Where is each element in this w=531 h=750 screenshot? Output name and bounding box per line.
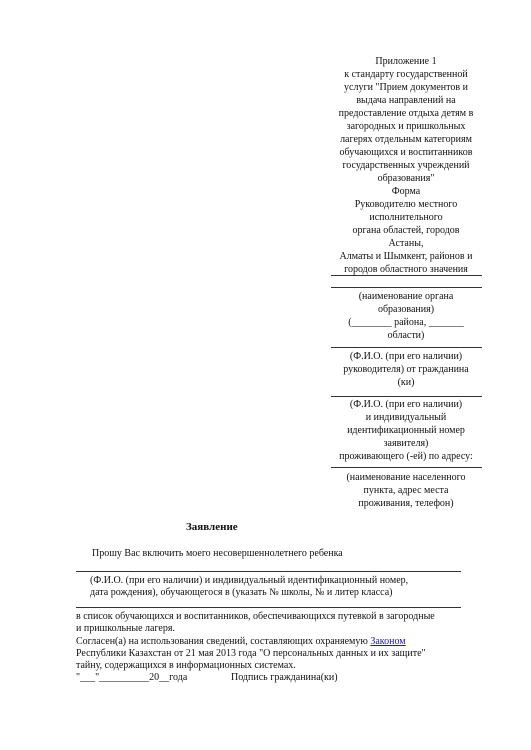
caption-line: (наименование населенного (346, 472, 466, 483)
form-label: Форма (391, 186, 421, 197)
appendix-line: выдача направлений на (356, 95, 456, 106)
addressee-line: Руководителю местного (354, 199, 458, 210)
organ-caption (326, 290, 486, 342)
appendix-line: Приложение 1 (375, 56, 437, 67)
list-line: в список обучающихся и воспитанников, обеспечивающихся путевкой в загородные (76, 611, 435, 622)
document-title: Заявление (186, 521, 238, 533)
fill-line (331, 467, 482, 468)
request-line: Прошу Вас включить моего несовершеннолетнего ребенка (92, 548, 343, 559)
appendix-line: услуги "Прием документов и (344, 82, 468, 93)
caption-line: заявителя) (383, 438, 429, 449)
law-link[interactable]: Законом (370, 636, 406, 647)
fill-line (331, 287, 482, 288)
child-caption: дата рождения), обучающегося в (указать № школы, № и литер класса) (90, 587, 393, 598)
caption-line: образования) (377, 304, 435, 315)
caption-line: (Ф.И.О. (при его наличии) (349, 351, 463, 362)
caption-line: пункта, адрес места (363, 485, 449, 496)
signature-label: Подпись гражданина(ки) (231, 672, 338, 683)
consent-line: тайну, содержащихся в информационных системах. (76, 660, 296, 671)
addressee-line: Астаны, (388, 238, 424, 249)
head-caption (326, 350, 486, 389)
appendix-line: лагерях отдельным категориям (340, 134, 472, 145)
addressee-line: исполнительного (369, 212, 443, 223)
appendix-header (326, 55, 486, 276)
addressee-line: городов областного значения (344, 264, 468, 275)
fill-line (331, 396, 482, 397)
caption-line: (ки) (397, 377, 415, 388)
applicant-caption (326, 398, 486, 463)
fill-line (76, 571, 461, 572)
appendix-line: обучающихся и воспитанников (339, 147, 473, 158)
appendix-line: загородных и пришкольных (346, 121, 466, 132)
appendix-line: образования" (377, 173, 435, 184)
addressee-line: органа областей, городов (352, 225, 460, 236)
fill-line (331, 275, 482, 276)
caption-line: (Ф.И.О. (при его наличии) (349, 399, 463, 410)
caption-line: области) (387, 330, 425, 341)
caption-line: и индивидуальный (365, 412, 447, 423)
fill-line (76, 607, 461, 608)
appendix-line: государственных учреждений (342, 160, 470, 171)
appendix-line: предоставление отдыха детям в (338, 108, 474, 119)
caption-line: (наименование органа (358, 291, 454, 302)
addressee-line: Алматы и Шымкент, районов и (339, 251, 473, 262)
address-caption (326, 471, 486, 510)
fill-line (331, 347, 482, 348)
date-line: "___"__________20__года (76, 672, 188, 683)
child-caption: (Ф.И.О. (при его наличии) и индивидуальный идентификационный номер, (90, 575, 409, 586)
caption-line: проживающего (-ей) по адресу: (339, 451, 473, 462)
consent-text: Согласен(а) на использования сведений, составляющих охраняемую (76, 636, 371, 647)
caption-line: руководителя) от гражданина (343, 364, 469, 375)
appendix-line: к стандарту государственной (344, 69, 468, 80)
caption-line: проживания, телефон) (358, 498, 454, 509)
list-line: и пришкольные лагеря. (76, 623, 175, 634)
consent-line: Республики Казахстан от 21 мая 2013 года "О персональных данных и их защите" (76, 648, 426, 659)
caption-line: (________ района, _______ (348, 317, 464, 328)
consent-line (76, 636, 406, 648)
caption-line: идентификационный номер (347, 425, 465, 436)
